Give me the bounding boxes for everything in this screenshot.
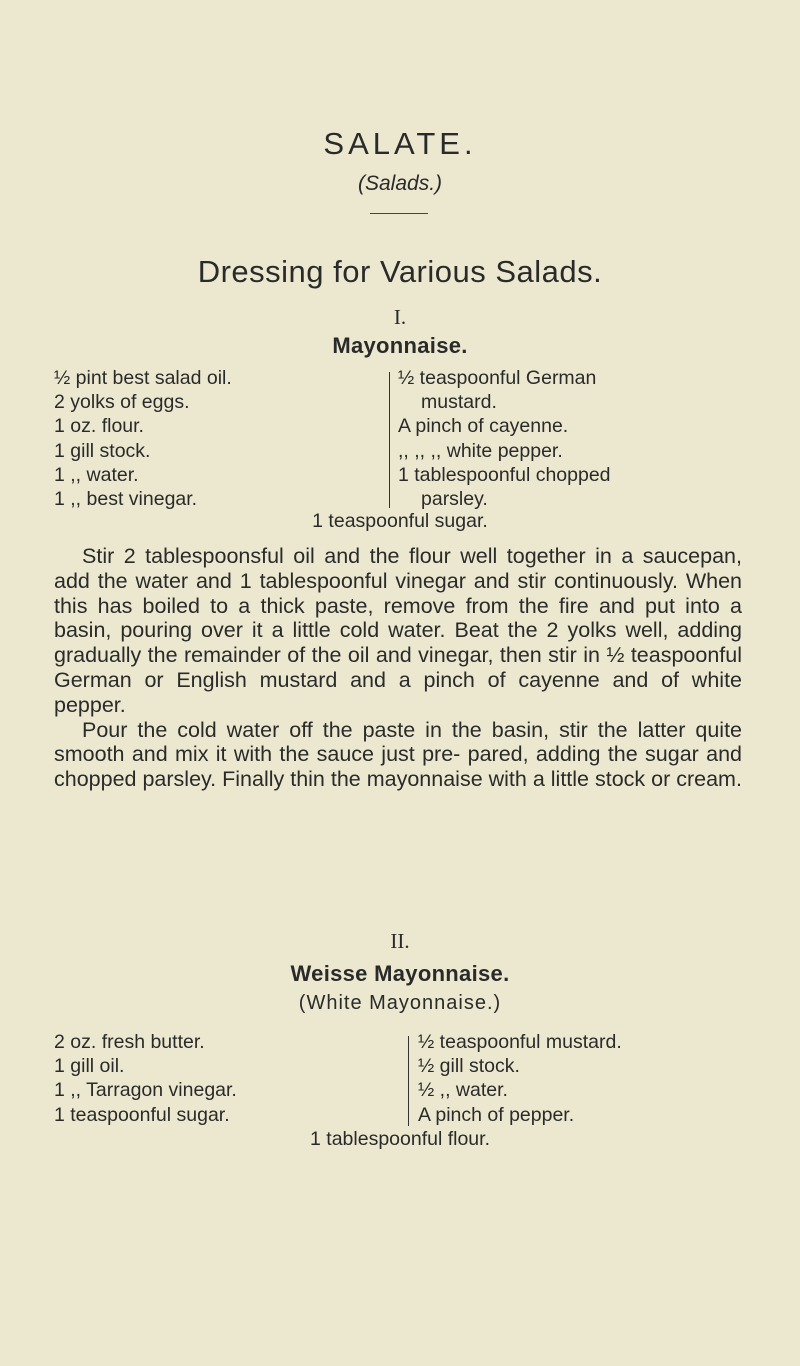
- ingredient-item: ,, ,, ,, white pepper.: [398, 439, 563, 462]
- ingredient-item: 1 ,, best vinegar.: [54, 488, 198, 511]
- recipe-2-name: Weisse Mayonnaise.: [290, 961, 510, 986]
- page-subtitle: (Salads.): [357, 172, 443, 195]
- ingredient-item: 1 ,, water.: [54, 463, 139, 486]
- title-rule: [370, 213, 428, 214]
- section-heading: Dressing for Various Salads.: [197, 254, 603, 289]
- recipe-2-subname: (White Mayonnaise.): [298, 992, 502, 1014]
- recipe-1-numeral: I.: [393, 305, 407, 329]
- ingredient-item: ½ pint best salad oil.: [54, 367, 232, 389]
- ingredient-item: A pinch of cayenne.: [398, 415, 569, 438]
- recipe-2-ingredients-left: [54, 1030, 237, 1127]
- ingredient-item: A pinch of pepper.: [418, 1103, 575, 1126]
- ingredient-item: mustard.: [421, 391, 497, 414]
- ingredient-item: 1 gill stock.: [54, 439, 151, 462]
- ingredient-item: 2 oz. fresh butter.: [54, 1031, 205, 1053]
- recipe-2-ingredients-right: [418, 1030, 622, 1127]
- recipe-2-footer-item: 1 tablespoonful flour.: [310, 1128, 490, 1150]
- column-divider: [389, 372, 390, 508]
- recipe-1-instructions: [54, 544, 742, 792]
- recipe-1-footer-item: 1 teaspoonful sugar.: [312, 510, 488, 532]
- instruction-paragraph: Pour the cold water off the paste in the basin, stir the latter quite smooth and mix it with the sauce just pre- pared, adding the sugar and chopped parsley. Finally thin the mayonnaise with a little stock or cream.: [54, 717, 742, 792]
- recipe-1-ingredients-left: [54, 366, 232, 511]
- ingredient-item: ½ gill stock.: [418, 1055, 520, 1078]
- ingredient-item: 1 ,, Tarragon vinegar.: [54, 1079, 237, 1102]
- column-divider: [408, 1036, 409, 1126]
- instruction-paragraph: Stir 2 tablespoonsful oil and the flour well together in a saucepan, add the water and 1 tablespoonful vinegar and stir continuously. When this has boiled to a thick paste, remove from the fire and put into a basin, pouring over it a little cold water. Beat the 2 yolks well, adding gradually the remainder of the oil and vinegar, then stir in ½ teaspoonful German or English mustard and a pinch of cayenne and of white pepper.: [54, 544, 742, 717]
- page-title: SALATE.: [323, 126, 477, 161]
- ingredient-item: 1 tablespoonful chopped: [398, 463, 611, 486]
- recipe-1-name: Mayonnaise.: [332, 333, 468, 358]
- recipe-2-numeral: II.: [390, 929, 410, 953]
- recipe-1-ingredients-right: [398, 366, 611, 511]
- ingredient-item: 2 yolks of eggs.: [54, 391, 190, 414]
- ingredient-item: 1 teaspoonful sugar.: [54, 1103, 230, 1126]
- ingredient-item: 1 oz. flour.: [54, 415, 144, 438]
- ingredient-item: ½ ,, water.: [418, 1079, 508, 1102]
- ingredient-item: parsley.: [421, 488, 488, 511]
- ingredient-item: ½ teaspoonful mustard.: [418, 1031, 622, 1053]
- ingredient-item: ½ teaspoonful German: [398, 367, 597, 389]
- ingredient-item: 1 gill oil.: [54, 1055, 125, 1078]
